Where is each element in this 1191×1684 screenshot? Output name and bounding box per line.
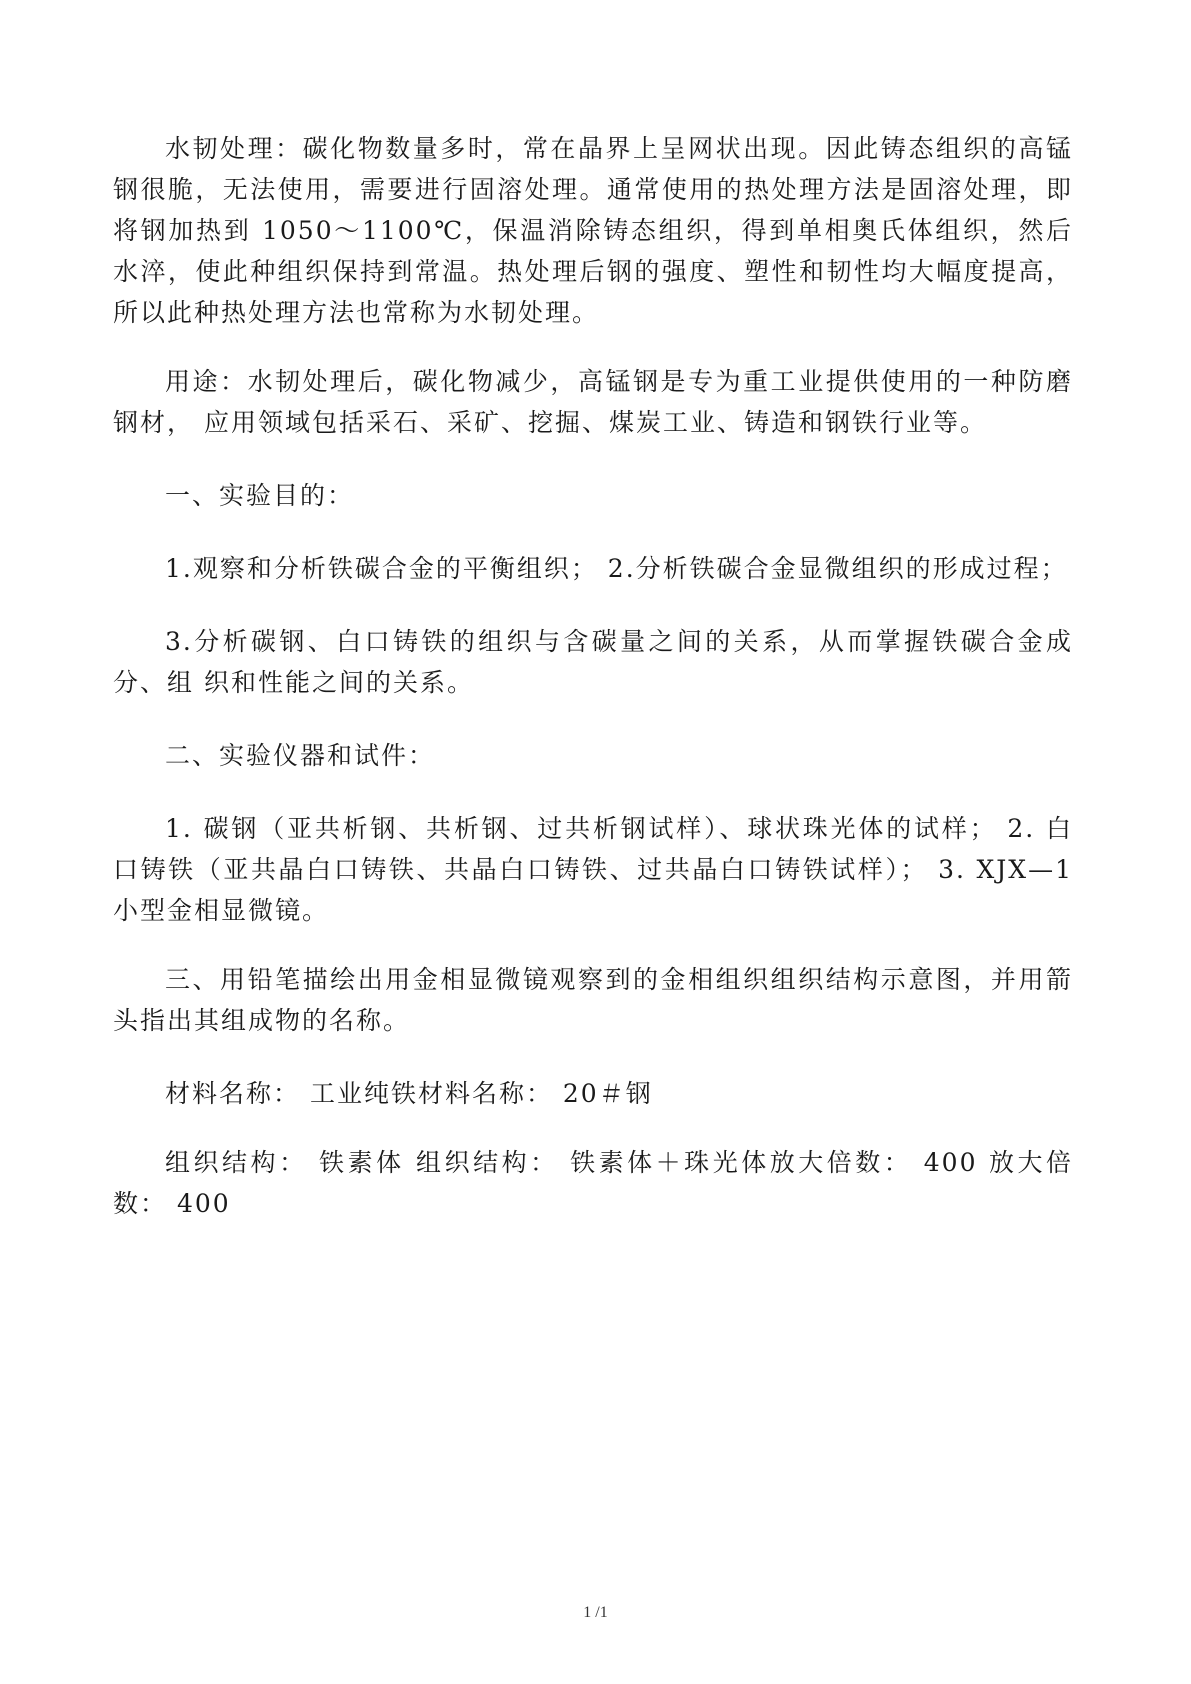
paragraph-purpose-item-3: 3.分析碳钢、白口铸铁的组织与含碳量之间的关系，从而掌握铁碳合金成分、组 织和性能之间的关系。 [113,627,1073,697]
paragraph-water-toughening: 水韧处理：碳化物数量多时，常在晶界上呈网状出现。因此铸态组织的高锰钢很脆，无法使用，需要进行固溶处理。通常使用的热处理方法是固溶处理，即将钢加热到 1050～1100℃，保温消除铸态组织，得到单相奥氏体组织，然后水淬，使此种组织保持到常温。热处理后钢的强度、塑性和韧性均大幅度提高，所以此种热处理方法也常称为水韧处理。 [113,134,1073,327]
paragraph-purpose-items: 1.观察和分析铁碳合金的平衡组织； 2.分析铁碳合金显微组织的形成过程； [165,554,1068,583]
section-heading-sketch: 三、用铅笔描绘出用金相显微镜观察到的金相组织组织结构示意图，并用箭头指出其组成物的名称。 [113,965,1073,1035]
paragraph-instruments-list: 1. 碳钢（亚共析钢、共析钢、过共析钢试样）、球状珠光体的试样； 2. 白口铸铁（亚共晶白口铸铁、共晶白口铸铁、过共晶白口铸铁试样）； 3. XJX—1小型金相显微镜。 [113,814,1073,925]
section-heading-purpose: 一、实验目的： [165,481,355,510]
paragraph-applications: 用途：水韧处理后，碳化物减少，高锰钢是专为重工业提供使用的一种防磨钢材， 应用领域包括采石、采矿、挖掘、煤炭工业、铸造和钢铁行业等。 [113,367,1073,437]
document-body [113,128,1073,1224]
section-heading-instruments: 二、实验仪器和试件： [165,741,436,770]
page-number: 1 /1 [583,1604,608,1621]
paragraph-structure-magnification: 组织结构： 铁素体 组织结构： 铁素体＋珠光体放大倍数： 400 放大倍数： 400 [113,1148,1073,1218]
paragraph-material-names: 材料名称： 工业纯铁材料名称： 20＃钢 [165,1079,653,1108]
